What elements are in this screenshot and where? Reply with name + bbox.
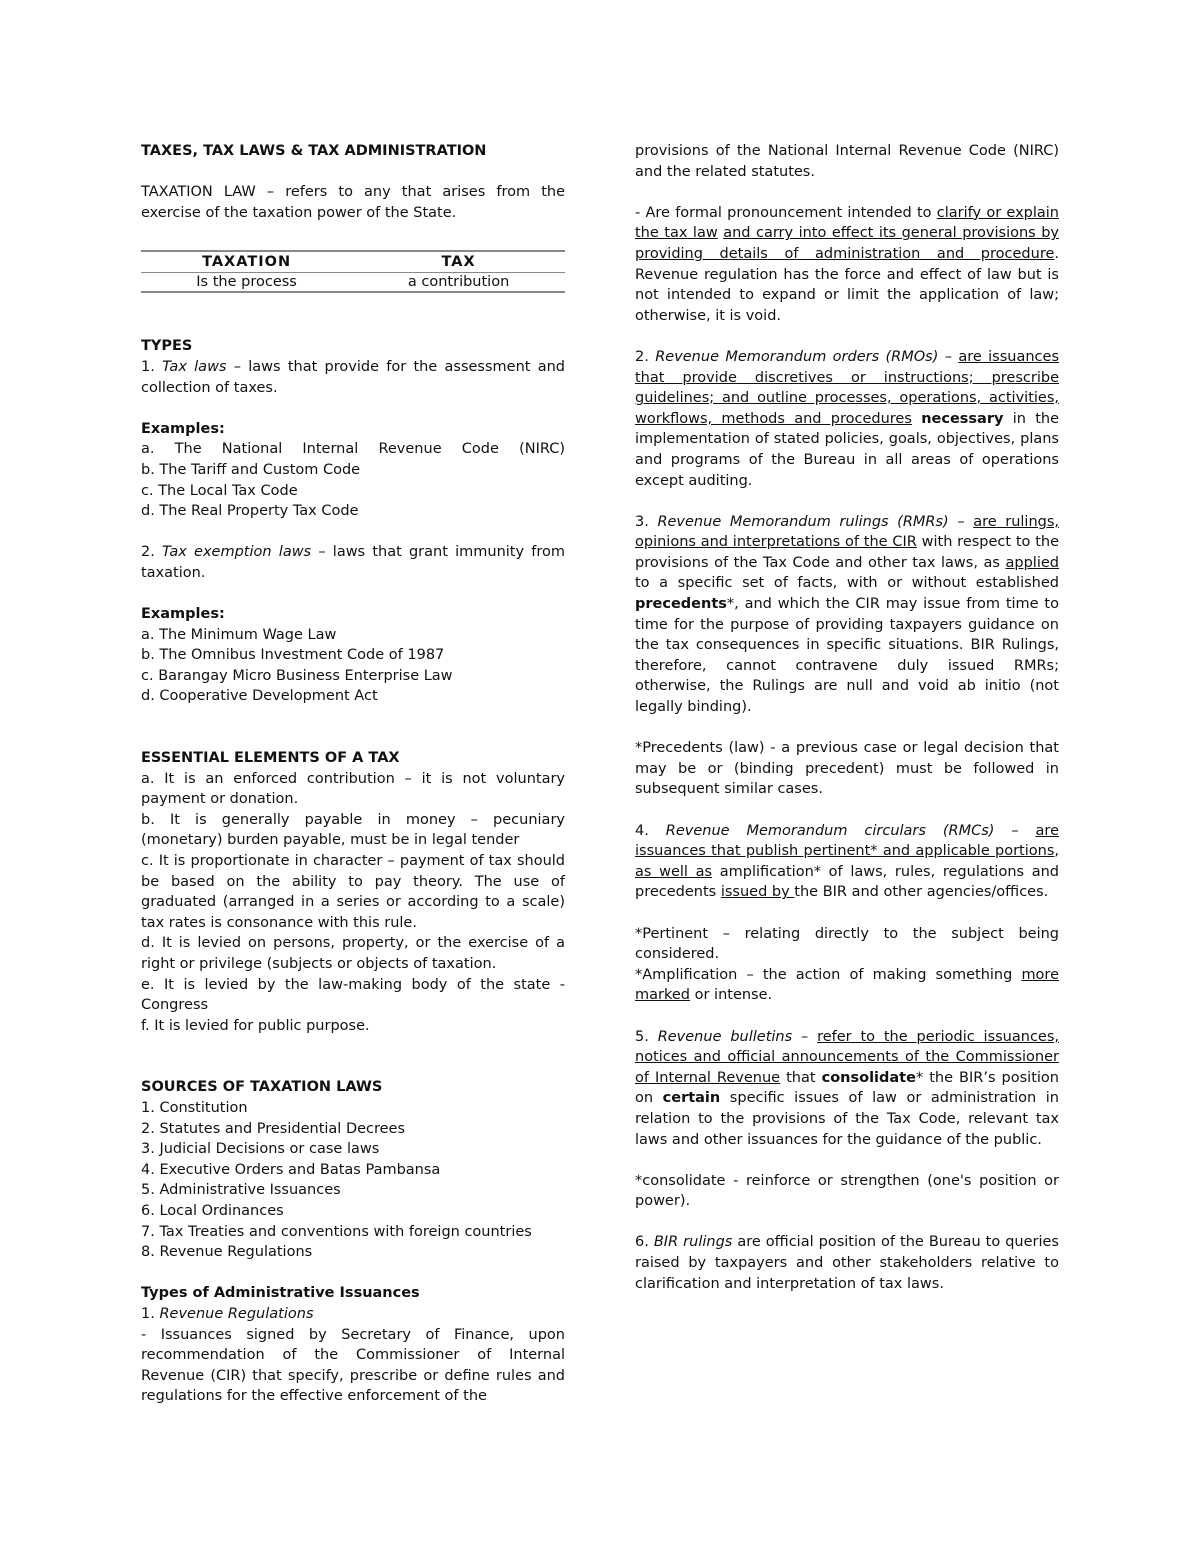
list-item: c. It is proportionate in character – payment of tax should be based on the ability to pay theory. The use of graduated (arranged in a series or according to a scale) tax rates is consonance with this rule. xyxy=(141,853,565,931)
table-header-taxation: TAXATION xyxy=(141,251,352,273)
rmr-paragraph: 3. Revenue Memorandum rulings (RMRs) – are rulings, opinions and interpretations of the CIR with respect to the provisions of the Tax Code and other tax laws, as applied to a specific set of facts, with or without established precedents*, and which the CIR may issue from time to time for the purpose of providing taxpayers guidance on the tax consequences in specific situations. BIR Rulings, therefore, cannot contravene duly issued RMRs; otherwise, the Rulings are null and void ab initio (not legally binding). xyxy=(635,513,1060,716)
type-1-tax-laws: 1. Tax laws – laws that provide for the assessment and collection of taxes. xyxy=(141,358,565,396)
list-item: e. It is levied by the law-making body of the state - Congress xyxy=(141,976,565,1014)
taxation-law-paragraph xyxy=(141,182,565,223)
list-item: 7. Tax Treaties and conventions with foreign countries xyxy=(141,1223,532,1240)
essential-elements-heading: ESSENTIAL ELEMENTS OF A TAX xyxy=(141,750,400,767)
examples-heading: Examples: xyxy=(141,606,225,623)
list-item: d. The Real Property Tax Code xyxy=(141,503,359,520)
list-item: c. The Local Tax Code xyxy=(141,482,298,499)
revenue-regulations-definition: - Issuances signed by Secretary of Finance, upon recommendation of the Commissioner of Internal Revenue (CIR) that specify, prescribe or define rules and regulations for the effective enforcement of the xyxy=(141,1326,565,1405)
taxation-vs-tax-table xyxy=(141,250,565,293)
rmo-paragraph: 2. Revenue Memorandum orders (RMOs) – are issuances that provide discretives or instructions; prescribe guidelines; and outline processes, operations, activities, workflows, methods and procedures necessary in the implementation of stated policies, goals, objectives, plans and programs of the Bureau in all areas of operations except auditing. xyxy=(635,348,1060,489)
rmc-paragraph: 4. Revenue Memorandum circulars (RMCs) – are issuances that publish pertinent* and applicable portions, as well as amplification* of laws, rules, regulations and precedents issued by the BIR and other agencies/offices. xyxy=(635,822,1060,901)
table-header-tax: TAX xyxy=(352,251,565,273)
list-item: 4. Executive Orders and Batas Pambansa xyxy=(141,1161,441,1178)
revenue-regulations-continued: provisions of the National Internal Revenue Code (NIRC) and the related statutes. xyxy=(635,143,1059,180)
consolidate-note: *consolidate - reinforce or strengthen (one's position or power). xyxy=(635,1172,1059,1210)
list-item: a. The National Internal Revenue Code (NIRC) xyxy=(141,441,565,458)
document-title: TAXES, TAX LAWS & TAX ADMINISTRATION xyxy=(141,143,487,159)
left-column xyxy=(141,141,565,1407)
list-item: b. The Omnibus Investment Code of 1987 xyxy=(141,647,445,664)
list-item: 1. Constitution xyxy=(141,1099,248,1116)
examples-heading: Examples: xyxy=(141,420,225,437)
list-item: d. It is levied on persons, property, or the exercise of a right or privilege (subjects or objects of taxation. xyxy=(141,935,565,972)
list-item: 3. Judicial Decisions or case laws xyxy=(141,1141,380,1158)
taxation-law-definition: – refers to any that arises from the exercise of the taxation power of the State. xyxy=(141,184,565,221)
pertinent-note: *Pertinent – relating directly to the subject being considered. xyxy=(635,925,1059,963)
list-item: 2. Statutes and Presidential Decrees xyxy=(141,1120,406,1137)
table-cell-tax: a contribution xyxy=(352,273,565,293)
precedents-note: *Precedents (law) - a previous case or legal decision that may be or (binding precedent) must be followed in subsequent similar cases. xyxy=(635,740,1059,798)
table-cell-taxation: Is the process xyxy=(141,273,352,293)
list-item: 6. Local Ordinances xyxy=(141,1202,284,1219)
administrative-issuances-heading: Types of Administrative Issuances xyxy=(141,1285,420,1302)
list-item: f. It is levied for public purpose. xyxy=(141,1017,370,1034)
taxation-law-term: TAXATION LAW xyxy=(141,184,256,201)
list-item: b. The Tariff and Custom Code xyxy=(141,461,361,478)
list-item: 8. Revenue Regulations xyxy=(141,1244,313,1261)
list-item: 5. Administrative Issuances xyxy=(141,1182,341,1199)
list-item: a. The Minimum Wage Law xyxy=(141,626,337,643)
list-item: d. Cooperative Development Act xyxy=(141,688,378,705)
sources-heading: SOURCES OF TAXATION LAWS xyxy=(141,1079,383,1096)
right-column xyxy=(635,141,1059,1294)
amplification-note: *Amplification – the action of making something more marked or intense. xyxy=(635,966,1059,1004)
revenue-regulations-title: 1. Revenue Regulations xyxy=(141,1305,314,1322)
bir-rulings-paragraph: 6. BIR rulings are official position of the Bureau to queries raised by taxpayers and other stakeholders relative to clarification and interpretation of tax laws. xyxy=(635,1234,1059,1292)
list-item: a. It is an enforced contribution – it is not voluntary payment or donation. xyxy=(141,770,565,808)
revenue-regulations-paragraph: - Are formal pronouncement intended to clarify or explain the tax law and carry into effect its general provisions by providing details of administration and procedure. Revenue regulation has the force and effect of law but is not intended to expand or limit the application of law; otherwise, it is void. xyxy=(635,204,1060,324)
list-item: c. Barangay Micro Business Enterprise Law xyxy=(141,667,453,684)
list-item: b. It is generally payable in money – pecuniary (monetary) burden payable, must be in legal tender xyxy=(141,811,565,849)
revenue-bulletins-paragraph: 5. Revenue bulletins – refer to the periodic issuances, notices and official announcements of the Commissioner of Internal Revenue that consolidate* the BIR’s position on certain specific issues of law or administration in relation to the provisions of the Tax Code, relevant tax laws and other issuances for the guidance of the public. xyxy=(635,1028,1059,1148)
type-2-tax-exemption-laws: 2. Tax exemption laws – laws that grant immunity from taxation. xyxy=(141,544,565,581)
types-heading: TYPES xyxy=(141,338,193,355)
